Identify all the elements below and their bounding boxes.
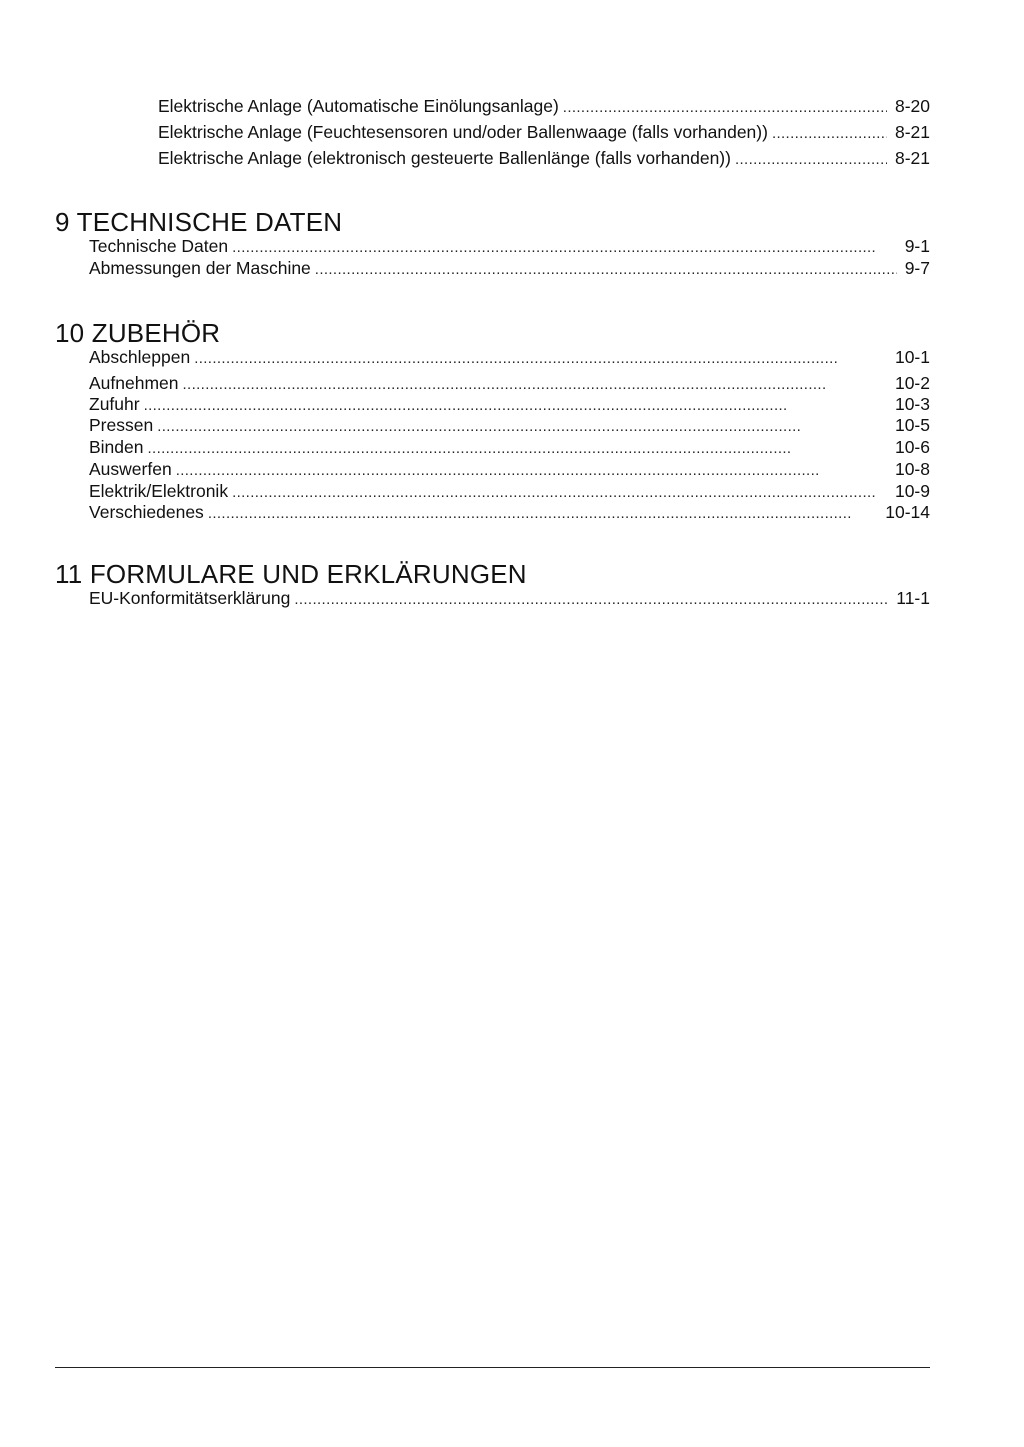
toc-entry[interactable] (89, 235, 930, 259)
toc-entry-page: 9-7 (904, 258, 930, 278)
toc-leader-dots (315, 259, 897, 281)
toc-entry-page: 10-5 (894, 415, 930, 435)
toc-entry-label: Elektrik/Elektronik (89, 481, 229, 501)
toc-entry-page: 10-3 (894, 394, 930, 414)
toc-leader-dots (735, 149, 887, 171)
toc-entry-label: EU-Konformitätserklärung (89, 588, 291, 608)
toc-entry-label: Auswerfen (89, 459, 172, 479)
toc-entry[interactable] (89, 257, 930, 281)
footer-divider (55, 1367, 930, 1368)
toc-entry-page: 10-6 (894, 437, 930, 457)
toc-entry-label: Technische Daten (89, 236, 229, 256)
toc-entry-label: Zufuhr (89, 394, 140, 414)
toc-entry-page: 8-21 (894, 148, 930, 168)
toc-entry-label: Elektrische Anlage (Feuchtesensoren und/oder Ballenwaage (falls vorhanden)) (158, 122, 768, 142)
toc-leader-dots (772, 123, 887, 145)
section-heading: 9 TECHNISCHE DATEN (55, 207, 343, 237)
toc-entry-label: Aufnehmen (89, 373, 179, 393)
toc-entry-page: 10-9 (894, 481, 930, 501)
toc-entry[interactable] (89, 346, 930, 370)
toc-entry-page: 9-1 (904, 236, 930, 256)
toc-entry-page: 10-8 (894, 459, 930, 479)
toc-leader-dots (176, 460, 887, 482)
toc-entry[interactable] (89, 587, 930, 611)
toc-entry[interactable] (158, 147, 930, 171)
toc-entry-page: 8-20 (894, 96, 930, 116)
toc-entry[interactable] (89, 501, 930, 525)
toc-entry-page: 10-1 (894, 347, 930, 367)
toc-leader-dots (194, 348, 887, 370)
toc-entry-page: 8-21 (894, 122, 930, 142)
toc-entry-label: Elektrische Anlage (elektronisch gesteuerte Ballenlänge (falls vorhanden)) (158, 148, 731, 168)
toc-entry-label: Abmessungen der Maschine (89, 258, 311, 278)
toc-entry[interactable] (158, 121, 930, 145)
toc-entry[interactable] (158, 95, 930, 119)
toc-leader-dots (208, 503, 877, 525)
toc-leader-dots (294, 589, 888, 611)
toc-entry-label: Elektrische Anlage (Automatische Einölungsanlage) (158, 96, 559, 116)
toc-entry[interactable] (89, 458, 930, 482)
toc-leader-dots (232, 237, 897, 259)
toc-entry[interactable] (89, 436, 930, 460)
toc-leader-dots (148, 438, 887, 460)
toc-entry[interactable] (89, 414, 930, 438)
toc-entry-label: Abschleppen (89, 347, 191, 367)
toc-leader-dots (157, 416, 887, 438)
toc-entry-page: 10-2 (894, 373, 930, 393)
toc-entry-label: Pressen (89, 415, 154, 435)
toc-leader-dots (563, 97, 887, 119)
toc-entry-label: Binden (89, 437, 144, 457)
toc-entry-label: Verschiedenes (89, 502, 204, 522)
section-heading: 10 ZUBEHÖR (55, 318, 221, 348)
toc-entry-page: 10-14 (885, 502, 930, 522)
toc-entry-page: 11-1 (896, 588, 930, 608)
section-heading: 11 FORMULARE UND ERKLÄRUNGEN (55, 559, 527, 589)
